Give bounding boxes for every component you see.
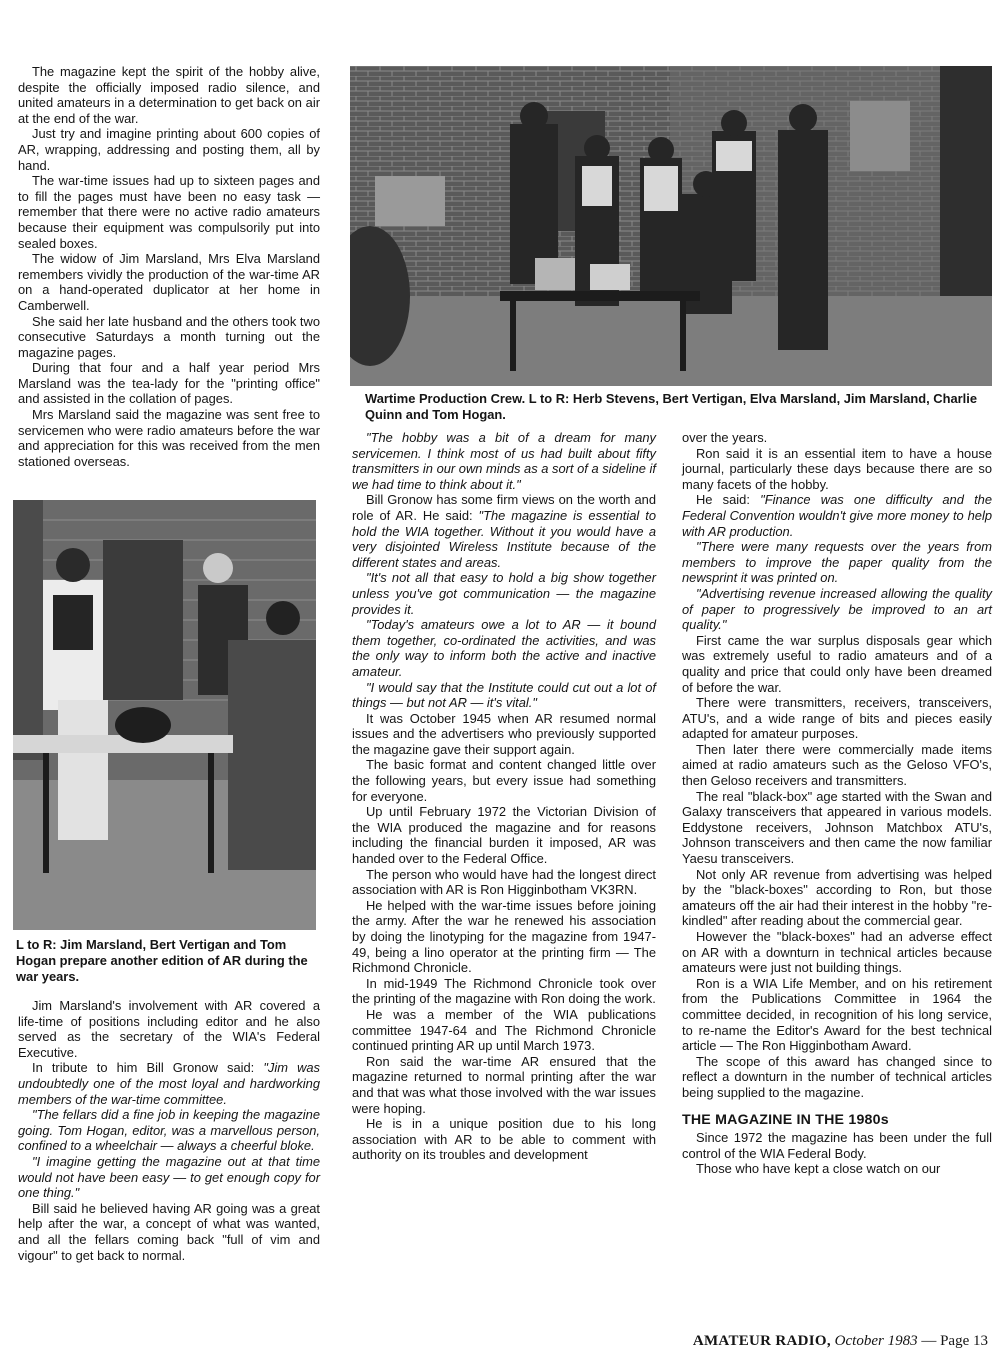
paragraph: It was October 1945 when AR resumed normal issues and the advertisers who previously supported the magazine gave their support again.: [352, 710, 656, 757]
quote: "The magazine is essential to hold the WIA together. Without it you would have a very disjointed Wireless Institute because of the different states and areas.: [352, 507, 656, 570]
quote: "Finance was one difficulty and the Federal Convention wouldn't give more money to help with AR production.: [682, 492, 992, 539]
article-left-column-top: [18, 64, 320, 469]
paragraph: The widow of Jim Marsland, Mrs Elva Marsland remembers vividly the production of the war-time AR on a hand-operated duplicator at her home in Camberwell.: [18, 251, 320, 313]
paragraph: He helped with the war-time issues before joining the army. After the war he renewed his association by doing the linotyping for the magazine from 1947-49, being a lino operator at the printing firm — The Richmond Chronicle.: [352, 897, 656, 976]
paragraph: Since 1972 the magazine has been under the full control of the WIA Federal Body.: [682, 1130, 992, 1161]
quote-paragraph: "Advertising revenue increased allowing the quality of paper to progressively be improved to an art quality.": [682, 585, 992, 633]
paragraph: Just try and imagine printing about 600 copies of AR, wrapping, addressing and posting them, all by hand.: [18, 126, 320, 173]
section-heading: THE MAGAZINE IN THE 1980s: [682, 1111, 889, 1128]
crew-photo-caption: Wartime Production Crew. L to R: Herb Stevens, Bert Vertigan, Elva Marsland, Jim Marsland, Charlie Quinn and Tom Hogan.: [365, 391, 977, 422]
quote-paragraph: "I imagine getting the magazine out at that time would not have been easy — to get enough copy for one thing.": [18, 1153, 320, 1201]
paragraph: [18, 1060, 320, 1107]
article-left-column-bottom: [18, 998, 320, 1263]
paragraph: over the years.: [682, 430, 768, 445]
paragraph: [352, 492, 656, 570]
paragraph: Ron said the war-time AR ensured that the magazine returned to normal printing after the war and that was what those involved with the war issues were hoping.: [352, 1053, 656, 1116]
article-middle-column: [352, 430, 656, 1163]
paragraph-lead: In tribute to him Bill Gronow said:: [32, 1060, 264, 1076]
paragraph: She said her late husband and the others took two consecutive Saturdays a month turning out the magazine pages.: [18, 313, 320, 360]
paragraph: Up until February 1972 the Victorian Division of the WIA produced the magazine and for reasons including the financial burden it imposed, AR was handed over to the Federal Office.: [352, 804, 656, 867]
paragraph: He is in a unique position due to his long association with AR to be able to comment with authority on its troubles and development: [352, 1116, 656, 1163]
paragraph: The war-time issues had up to sixteen pages and to fill the pages must have been no easy task — remember that there were no active radio amateurs because their equipment was compulsorily put into sealed boxes.: [18, 173, 320, 251]
paragraph: The magazine kept the spirit of the hobby alive, despite the officially imposed radio silence, and united amateurs in a determination to get back on air at the end of the war.: [18, 64, 320, 126]
paragraph-lead: He said:: [696, 492, 761, 508]
paragraph: Jim Marsland's involvement with AR covered a life-time of positions including editor and he also served as the secretary of the WIA's Federal Executive.: [18, 998, 320, 1060]
paragraph: During that four and a half year period Mrs Marsland was the tea-lady for the "printing office" and assisted in the collation of pages.: [18, 360, 320, 407]
paragraph-lead: Bill Gronow has some firm views on the worth and role of AR. He said:: [352, 492, 656, 523]
duplicator-photo: [13, 500, 316, 930]
page-number: — Page 13: [921, 1333, 988, 1349]
paragraph: Ron is a WIA Life Member, and on his retirement from the Publications Committee in 1964 the committee decided, in recognition of his long service, to re-name the Editor's Award for the best technical article — The Ron Higginbotham Award.: [682, 975, 992, 1054]
paragraph: There were transmitters, receivers, transceivers, ATU's, and a wide range of bits and pieces easily adapted for amateur purposes.: [682, 695, 992, 742]
quote-paragraph: "The fellars did a fine job in keeping the magazine going. Tom Hogan, editor, was a marvellous person, confined to a wheelchair — always a cheerful bloke.: [18, 1107, 320, 1154]
paragraph: He was a member of the WIA publications committee 1947-64 and The Richmond Chronicle continued printing AR up until March 1973.: [352, 1006, 656, 1054]
paragraph: [682, 492, 992, 539]
article-right-column: [682, 430, 992, 1177]
paragraph: Ron said it is an essential item to have a house journal, particularly these days because there are so many facets of the hobby.: [682, 445, 992, 492]
paragraph: Mrs Marsland said the magazine was sent free to servicemen who were radio amateurs before the war and appreciation for this was received from the men stationed overseas.: [18, 407, 320, 469]
paragraph: Not only AR revenue from advertising was helped by the "black-boxes" according to Ron, but those amateurs off the air had their interest in the hobby "re-kindled" after reading about the commercial gear.: [682, 866, 992, 929]
duplicator-photo-caption: L to R: Jim Marsland, Bert Vertigan and Tom Hogan prepare another edition of AR during the war years.: [16, 937, 308, 984]
paragraph: The real "black-box" age started with the Swan and Galaxy transceivers that appeared in various models. Eddystone receivers, Johnson Matchbox ATU's, Johnson transceivers and then came the now familiar Yaesu transceivers.: [682, 788, 992, 867]
quote-paragraph: "The hobby was a bit of a dream for many servicemen. I think most of us had built about fifty transmitters in our own minds as a sort of a sideline if we had time to think about it.": [352, 430, 656, 492]
paragraph: Bill said he believed having AR going was a great help after the war, a concept of what was wanted, and all the fellars coming back "full of vim and vigour" to get back to normal.: [18, 1200, 320, 1263]
issue-date: October 1983: [834, 1333, 918, 1349]
paragraph: However the "black-boxes" had an adverse effect on AR with a downturn in technical articles because amateurs were just not building things.: [682, 929, 992, 976]
paragraph: The person who would have had the longest direct association with AR is Ron Higginbotham VK3RN.: [352, 866, 656, 898]
paragraph: In mid-1949 The Richmond Chronicle took over the printing of the magazine with Ron doing the work.: [352, 975, 656, 1007]
wartime-production-crew-photo: [350, 66, 992, 386]
paragraph: Then later there were commercially made items aimed at radio amateurs such as the Geloso VFO's, then Geloso receivers and transmitters.: [682, 741, 992, 789]
quote-paragraph: "Today's amateurs owe a lot to AR — it bound them together, co-ordinated the activities, and was the only way to inform both the active and inactive amateur.: [352, 617, 656, 679]
paragraph: The basic format and content changed little over the following years, but every issue had something for everyone.: [352, 757, 656, 804]
quote-paragraph: "It's not all that easy to hold a big show together unless you've got communication — the magazine provides it.: [352, 570, 656, 617]
magazine-name: AMATEUR RADIO,: [692, 1333, 831, 1349]
paragraph: First came the war surplus disposals gear which was extremely useful to radio amateurs and of a quality and price that could only have been dreamed of before the war.: [682, 632, 992, 695]
page-footer: [693, 1333, 988, 1350]
paragraph: Those who have kept a close watch on our: [696, 1161, 941, 1177]
paragraph: The scope of this award has changed since to reflect a downturn in the number of technical articles being supplied to the magazine.: [682, 1053, 992, 1100]
quote-paragraph: "There were many requests over the years from members to improve the paper quality from the newsprint it was printed on.: [682, 539, 992, 586]
quote: "Jim was undoubtedly one of the most loyal and hardworking members of the war-time committee.: [18, 1060, 320, 1107]
quote-paragraph: "I would say that the Institute could cut out a lot of things — but not AR — it's vital.": [352, 679, 656, 711]
